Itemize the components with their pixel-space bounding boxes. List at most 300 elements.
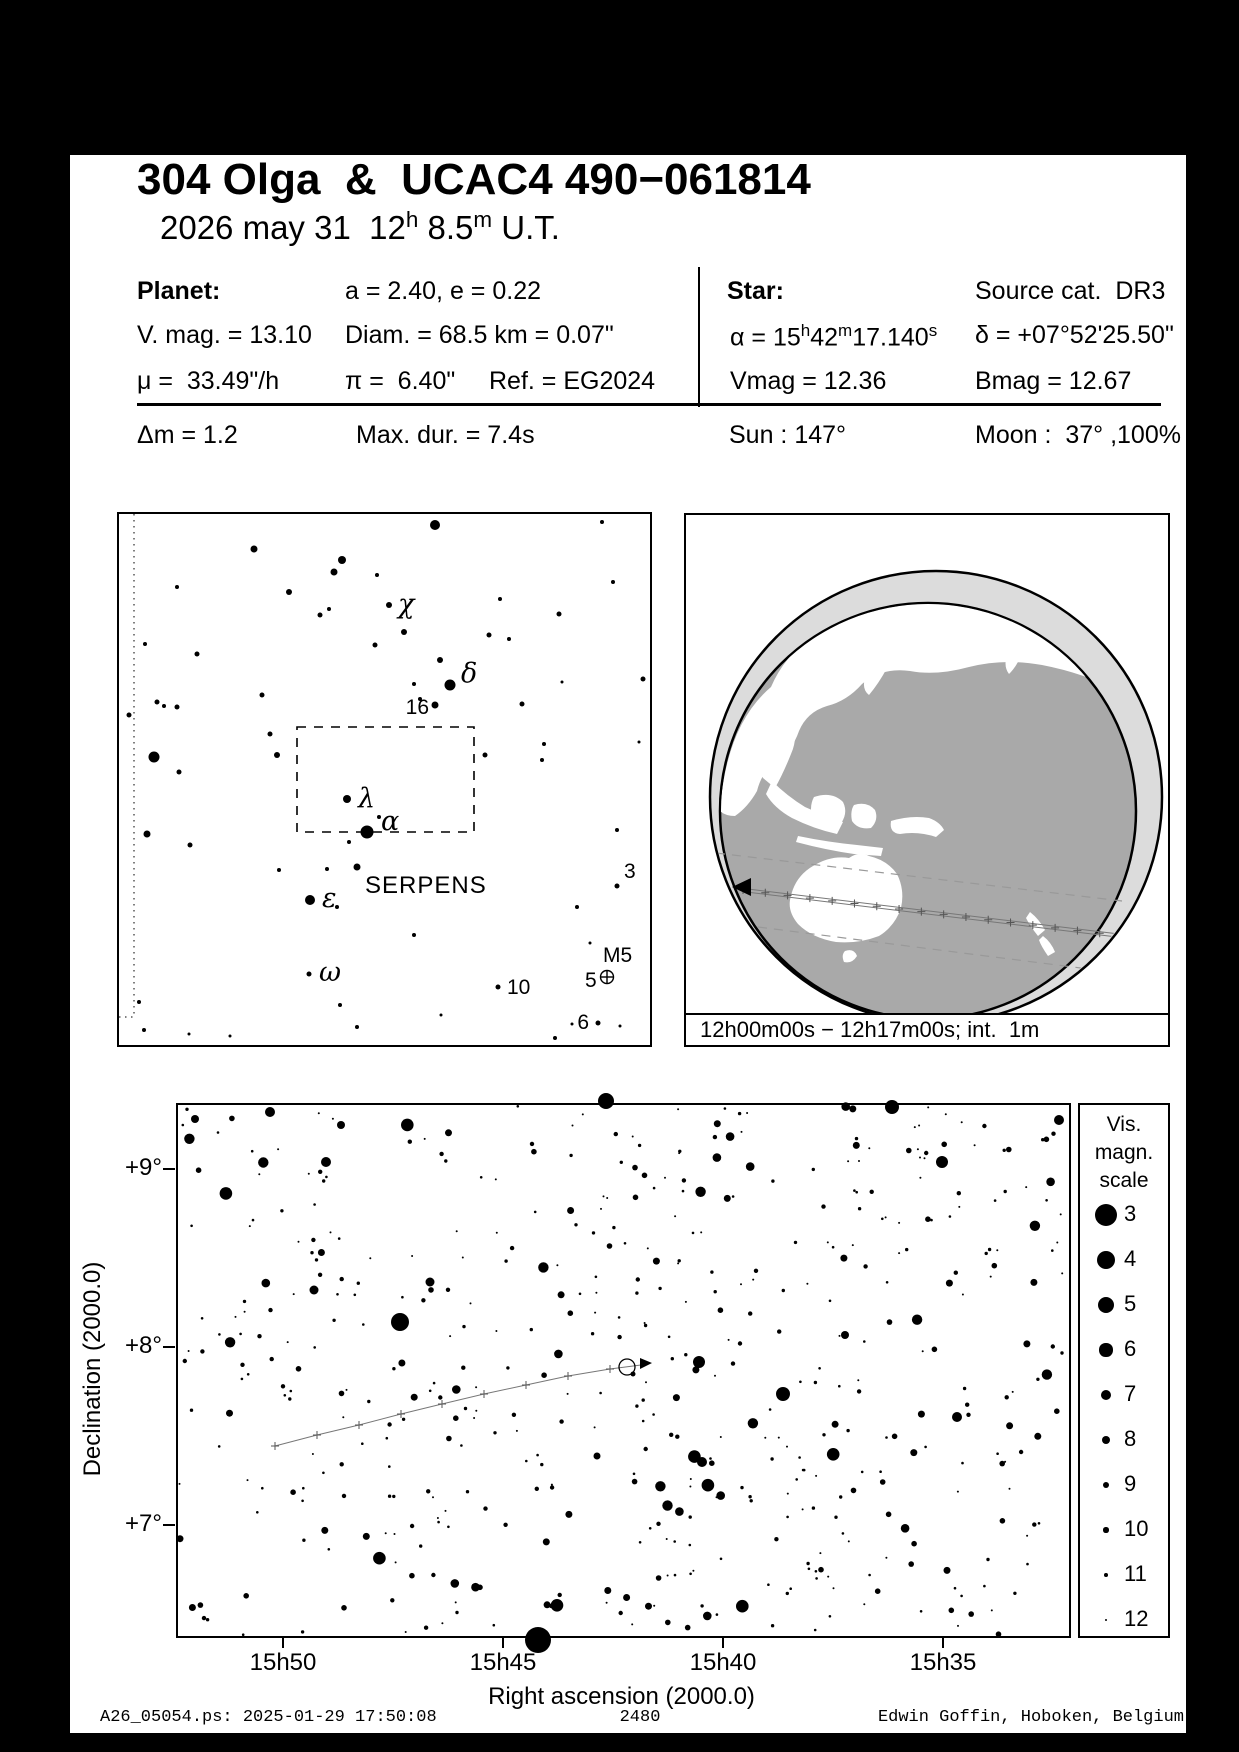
magnitude-dot (1103, 1482, 1110, 1489)
field-star (336, 1293, 339, 1296)
field-star (996, 1249, 998, 1251)
field-star (617, 1335, 621, 1339)
magnitude-label: 11 (1124, 1561, 1147, 1586)
field-star (786, 1446, 788, 1448)
field-star (558, 1291, 565, 1298)
field-star (692, 1232, 695, 1235)
field-star (812, 1168, 815, 1171)
star-section-label: Star: (727, 277, 784, 305)
field-star (1051, 1249, 1054, 1252)
field-star (678, 1150, 681, 1153)
field-star (340, 1462, 344, 1466)
legend-title-line: Vis. (1106, 1113, 1142, 1136)
field-star (815, 1570, 818, 1573)
field-star (675, 1435, 679, 1439)
star-dot (142, 1028, 146, 1032)
field-star (301, 1630, 304, 1633)
field-star (495, 1330, 497, 1332)
star-dot (277, 868, 281, 872)
main-star-chart (176, 1103, 1071, 1638)
field-star (954, 1271, 958, 1275)
planet-vmag: V. mag. = 13.10 (137, 321, 312, 349)
field-star (982, 1124, 986, 1128)
field-star (464, 1407, 467, 1410)
planet-section-label: Planet: (137, 277, 221, 305)
star-label: ω (319, 957, 342, 988)
field-star (447, 1526, 450, 1529)
field-star (325, 1176, 328, 1179)
field-star (357, 1282, 360, 1285)
field-star (1003, 1149, 1006, 1152)
field-star (782, 1289, 785, 1292)
field-star (256, 1511, 259, 1514)
field-star (748, 1418, 758, 1428)
field-star (221, 1190, 225, 1194)
field-star (332, 1319, 335, 1322)
field-star (644, 1322, 646, 1324)
field-star (724, 1195, 731, 1202)
magnitude-label: 6 (1124, 1336, 1137, 1361)
field-star (530, 1328, 533, 1331)
finder-chart-svg (119, 514, 650, 1045)
field-star (855, 1137, 858, 1140)
field-star (429, 1390, 432, 1393)
table-divider (698, 267, 700, 407)
field-star (846, 1429, 849, 1432)
field-star (298, 1241, 300, 1243)
star-dot (445, 680, 456, 691)
field-star (839, 1335, 841, 1337)
field-star (190, 1225, 193, 1228)
field-star (1041, 1138, 1044, 1141)
field-star (875, 1588, 881, 1594)
field-star (716, 1496, 718, 1498)
star-dot (641, 677, 646, 682)
star-dot (268, 732, 273, 737)
field-star (649, 1527, 652, 1530)
track-arrow-icon (640, 1358, 652, 1369)
star-label: λ (358, 783, 376, 814)
field-star (868, 1147, 870, 1149)
field-star (614, 1132, 618, 1136)
field-star (750, 1499, 753, 1502)
magnitude-drop: Δm = 1.2 (137, 421, 238, 449)
star-dot (175, 585, 179, 589)
field-star (445, 1129, 452, 1136)
field-star (277, 1148, 279, 1150)
field-star (1054, 1408, 1060, 1414)
field-star (226, 1410, 233, 1417)
field-star (638, 1144, 641, 1147)
field-star (771, 1624, 774, 1627)
field-star (988, 1248, 991, 1251)
field-star (190, 1409, 193, 1412)
field-star (777, 1329, 781, 1333)
legend-entry (1080, 1381, 1168, 1409)
hour-superscript: h (405, 207, 419, 232)
field-star (431, 1573, 435, 1577)
field-star (1056, 1242, 1058, 1244)
field-star (388, 1465, 391, 1468)
field-star (983, 1585, 986, 1588)
field-star (910, 1449, 917, 1456)
bright-star (337, 1121, 345, 1129)
star-dot (144, 831, 151, 838)
field-star (261, 1487, 264, 1490)
field-star (411, 1394, 418, 1401)
field-star (667, 1575, 669, 1577)
field-star (732, 1195, 735, 1198)
field-star (996, 1452, 999, 1455)
field-star (466, 1490, 469, 1493)
magnitude-dot (1104, 1573, 1108, 1577)
field-star (812, 1506, 815, 1509)
legend-entry (1080, 1606, 1168, 1634)
footer-page-number: 2480 (619, 1708, 661, 1727)
magnitude-dot (1103, 1527, 1108, 1532)
field-star (251, 1150, 254, 1153)
field-star (402, 1418, 405, 1421)
field-star (258, 1157, 268, 1167)
field-star (441, 1622, 443, 1624)
field-star (387, 1422, 391, 1426)
field-star (731, 1361, 735, 1365)
field-star (241, 1378, 244, 1381)
field-star (217, 1131, 220, 1134)
field-star (270, 1357, 274, 1361)
field-star (827, 1576, 829, 1578)
field-star (582, 1113, 584, 1115)
field-star (769, 1408, 772, 1411)
bright-star (693, 1356, 705, 1368)
field-star (543, 1538, 550, 1545)
field-star (455, 1601, 457, 1603)
field-star (556, 1264, 558, 1266)
field-star (569, 1154, 572, 1157)
dec-tick-mark (163, 1524, 175, 1526)
field-star (778, 1437, 780, 1439)
field-star (318, 1273, 322, 1277)
field-star (656, 1575, 662, 1581)
field-star (196, 1167, 202, 1173)
field-star (517, 1105, 520, 1108)
star-label: M5 (603, 944, 633, 967)
main-star-chart-svg (178, 1105, 1069, 1636)
field-star (665, 1620, 671, 1626)
field-star (433, 1382, 436, 1385)
field-star (858, 1207, 861, 1210)
field-star (1025, 1186, 1027, 1188)
legend-entry (1080, 1336, 1168, 1364)
field-star (606, 1602, 608, 1604)
field-star (363, 1533, 370, 1540)
field-star (702, 1479, 715, 1492)
star-dot (175, 705, 180, 710)
max-duration: Max. dur. = 7.4s (356, 421, 535, 449)
field-star (1030, 1279, 1037, 1286)
field-star (373, 1552, 386, 1565)
star-dot (589, 942, 592, 945)
field-star (965, 1403, 969, 1407)
date-text: 2026 may 31 12 (160, 209, 406, 246)
field-star (257, 1334, 261, 1338)
field-star (961, 1462, 964, 1465)
field-star (806, 1283, 808, 1285)
field-star (941, 1142, 947, 1148)
field-star (202, 1616, 206, 1620)
field-star (369, 1257, 371, 1259)
field-star (724, 1107, 727, 1110)
field-star (201, 1317, 204, 1320)
field-star (572, 1125, 574, 1127)
field-star (713, 1153, 722, 1162)
star-dot (496, 985, 501, 990)
field-star (558, 1593, 562, 1597)
field-star (664, 1177, 666, 1179)
field-star (1006, 1422, 1013, 1429)
star-dot (575, 905, 579, 909)
bright-star (426, 1278, 435, 1287)
field-star (986, 1558, 989, 1561)
magnitude-legend (1078, 1103, 1170, 1638)
magnitude-label: 3 (1124, 1201, 1137, 1226)
magnitude-label: 5 (1124, 1291, 1137, 1316)
field-star (919, 1157, 921, 1159)
field-star (612, 1226, 615, 1229)
field-star (177, 1535, 184, 1542)
field-star (1000, 1518, 1006, 1524)
field-star (184, 1134, 194, 1144)
star-dot (274, 752, 280, 758)
field-star (1045, 1199, 1048, 1202)
field-star (957, 1491, 959, 1493)
field-star (645, 1603, 652, 1610)
landmass (811, 795, 845, 828)
field-star (770, 1457, 773, 1460)
moon-elongation: Moon : 37° ,100% (975, 421, 1181, 449)
field-star (554, 1350, 563, 1359)
field-star (619, 1611, 623, 1615)
field-star (342, 1416, 344, 1418)
field-star (421, 1298, 425, 1302)
dec-tick-label: +9° (125, 1154, 162, 1181)
field-star (905, 1248, 908, 1251)
field-star (495, 1178, 497, 1180)
field-star (677, 1108, 679, 1110)
field-star (945, 1113, 947, 1115)
field-star (243, 1300, 246, 1303)
field-star (594, 1312, 596, 1314)
field-star (653, 1605, 655, 1607)
ra-tick-label: 15h35 (909, 1649, 977, 1676)
field-star (852, 1244, 854, 1246)
footer-author: Edwin Goffin, Hoboken, Belgium (877, 1708, 1184, 1727)
field-star (386, 1437, 389, 1440)
field-star (684, 1353, 687, 1356)
bright-star (697, 1457, 707, 1467)
field-star (388, 1495, 391, 1498)
field-star (592, 1231, 595, 1234)
field-star (408, 1140, 412, 1144)
field-star (301, 1500, 304, 1503)
field-star (709, 1460, 715, 1466)
star-label: 10 (507, 976, 531, 999)
field-star (774, 1537, 778, 1541)
legend-entry (1080, 1291, 1168, 1319)
field-star (974, 1144, 976, 1146)
field-star (401, 1119, 414, 1132)
field-star (328, 1548, 331, 1551)
star-dot (127, 713, 132, 718)
field-star (961, 1121, 963, 1123)
star-dot (542, 742, 546, 746)
field-star (642, 1173, 648, 1179)
field-star (452, 1385, 461, 1394)
bright-star (776, 1387, 790, 1401)
field-star (700, 1231, 702, 1233)
field-star (535, 1487, 539, 1491)
star-dot (375, 573, 379, 577)
magnitude-dot (1101, 1390, 1112, 1401)
star-dot (498, 597, 502, 601)
field-star (480, 1176, 483, 1179)
field-star (240, 1363, 244, 1367)
field-star (473, 1417, 475, 1419)
field-star (689, 1515, 692, 1518)
star-dot (361, 826, 374, 839)
field-star (392, 1367, 395, 1370)
field-star (568, 1310, 574, 1316)
field-star (642, 1398, 645, 1401)
star-dot (143, 642, 147, 646)
field-star (268, 1308, 272, 1312)
star-dot (188, 1033, 191, 1036)
field-star (544, 1601, 551, 1608)
field-star (924, 1157, 926, 1159)
field-star (1034, 1433, 1041, 1440)
field-star (966, 1413, 970, 1417)
field-star (991, 1609, 993, 1611)
star-dot (338, 556, 346, 564)
field-star (885, 1557, 887, 1559)
field-star (870, 1190, 874, 1194)
field-star (1006, 1147, 1012, 1153)
field-star (607, 1243, 613, 1249)
field-star (669, 1433, 673, 1437)
field-star (754, 1269, 758, 1273)
field-star (262, 1279, 271, 1288)
field-star (645, 1381, 647, 1383)
field-star (252, 1219, 255, 1222)
field-star (551, 1599, 564, 1612)
field-star (658, 1287, 661, 1290)
field-star (673, 1394, 680, 1401)
magnitude-dot (1095, 1204, 1117, 1226)
field-star (188, 1350, 190, 1352)
field-star (802, 1508, 804, 1510)
field-star (444, 1159, 447, 1162)
field-star (218, 1445, 221, 1448)
star-vmag: Vmag = 12.36 (730, 367, 887, 395)
field-star (863, 1264, 867, 1268)
field-star (962, 1294, 964, 1296)
field-star (243, 1593, 249, 1599)
field-star (401, 1296, 404, 1299)
field-star (746, 1112, 748, 1114)
field-star (644, 1447, 648, 1451)
field-star (949, 1608, 955, 1614)
field-star (313, 1203, 316, 1206)
field-star (714, 1290, 717, 1293)
field-star (740, 1283, 742, 1285)
field-star (838, 1385, 841, 1388)
dec-tick-label: +8° (125, 1332, 162, 1359)
field-star (786, 1516, 789, 1519)
field-star (1004, 1190, 1007, 1193)
field-star (674, 1215, 676, 1217)
field-star (655, 1481, 665, 1491)
footer-file-info: A26_05054.ps: 2025-01-29 17:50:08 (100, 1708, 437, 1727)
page-title: 304 Olga & UCAC4 490−061814 (137, 155, 811, 204)
field-star (1030, 1221, 1040, 1231)
field-star (567, 1207, 574, 1214)
ra-tick-label: 15h45 (469, 1649, 537, 1676)
parallax: π = 6.40" (345, 367, 456, 395)
field-star (280, 1209, 283, 1212)
proper-motion: μ = 33.49"/h (137, 367, 280, 395)
field-star (887, 1319, 893, 1325)
field-star (235, 1316, 237, 1318)
field-star (367, 1400, 370, 1403)
field-star (814, 1629, 817, 1632)
field-star (858, 1160, 860, 1162)
star-dot (553, 1036, 557, 1040)
field-star (332, 1118, 334, 1120)
ra-tick-label: 15h50 (249, 1649, 317, 1676)
star-ra: $\alpha = 15^h42^m17.140^s$ (730, 321, 938, 352)
field-star (738, 1112, 741, 1115)
legend-title-line: magn. (1094, 1141, 1154, 1164)
field-star (290, 1489, 296, 1495)
field-star (438, 1395, 442, 1399)
field-star (206, 1618, 209, 1621)
star-dot (430, 520, 440, 530)
field-star (225, 1337, 235, 1347)
field-star (767, 1583, 770, 1586)
star-dot (401, 629, 407, 635)
field-star (833, 1587, 835, 1589)
field-star (475, 1386, 477, 1388)
field-star (954, 1587, 957, 1590)
field-star (827, 1241, 829, 1243)
field-star (738, 1341, 742, 1345)
field-star (992, 1263, 998, 1269)
field-star (1013, 1592, 1016, 1595)
field-star (857, 1389, 861, 1393)
field-star (247, 1373, 250, 1376)
star-dot (437, 657, 443, 663)
field-star (786, 1592, 789, 1595)
field-star (200, 1349, 204, 1353)
field-star (322, 1179, 325, 1182)
field-star (330, 1231, 332, 1233)
legend-entry (1080, 1516, 1168, 1544)
field-star (815, 1475, 817, 1477)
star-dot (155, 700, 160, 705)
dec-tick-mark (163, 1168, 175, 1170)
field-star (886, 1512, 892, 1518)
field-star (898, 1252, 900, 1254)
